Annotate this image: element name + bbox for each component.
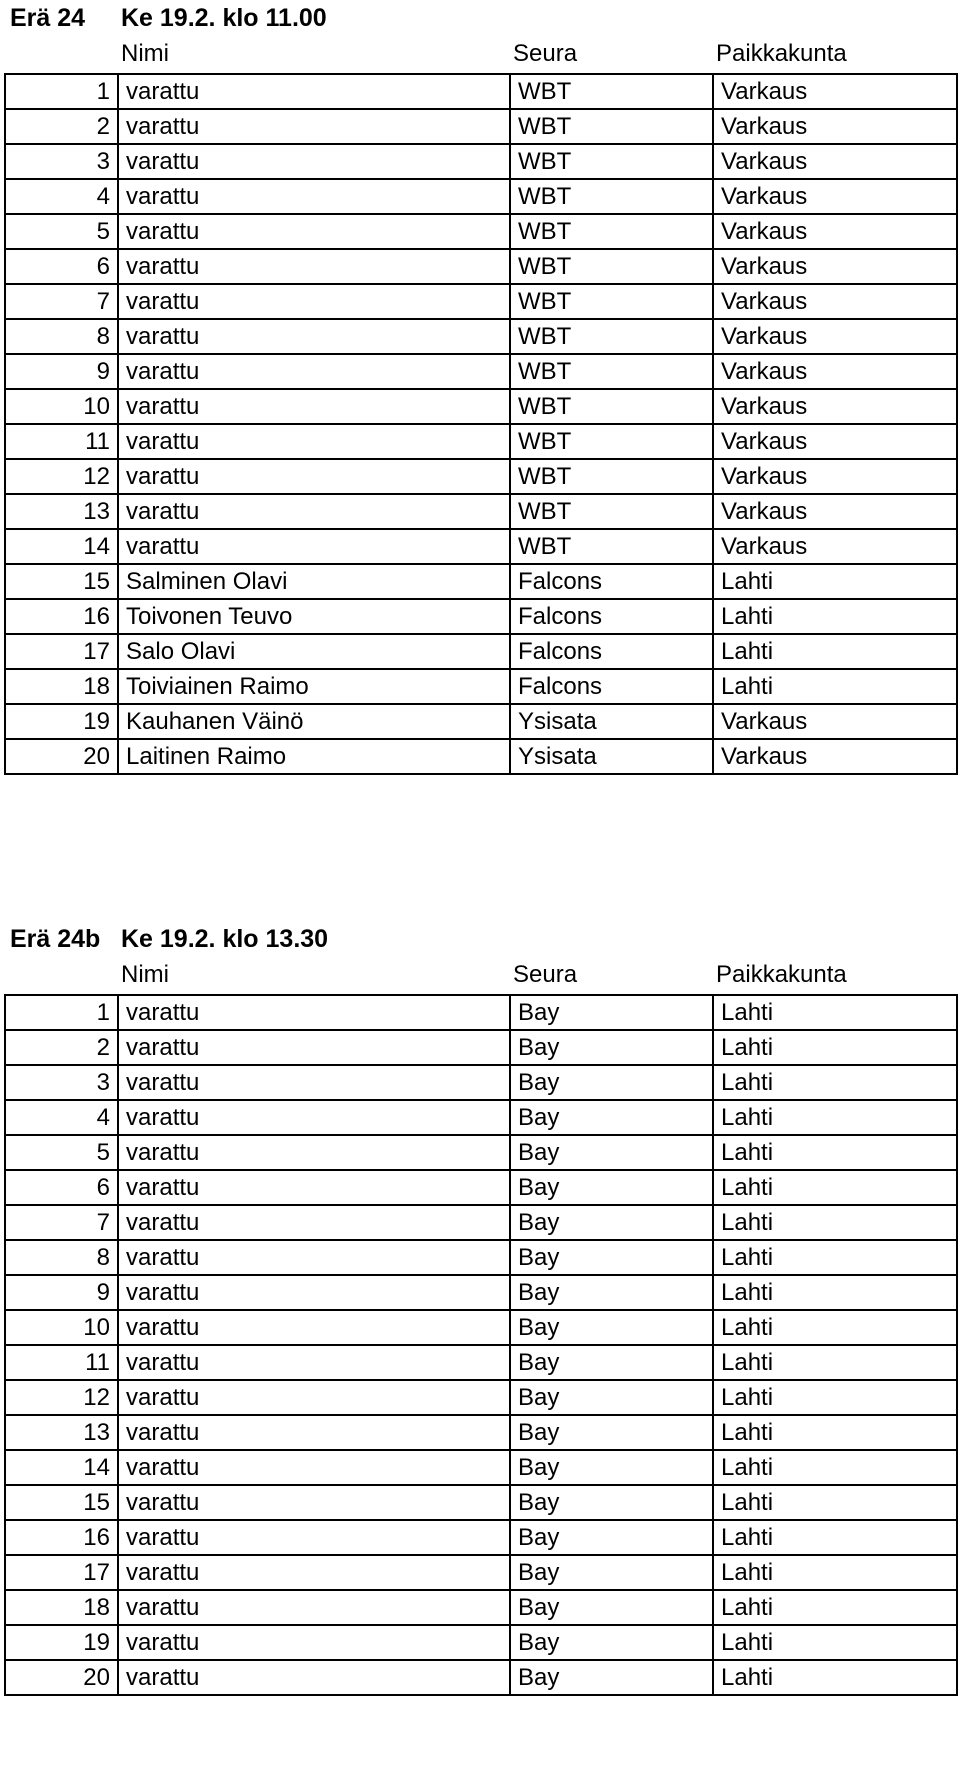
table-row <box>5 1135 957 1170</box>
cell-club: Falcons <box>510 564 713 599</box>
cell-city: Lahti <box>713 1100 957 1135</box>
cell-number: 18 <box>5 1590 118 1625</box>
cell-club: Bay <box>510 1030 713 1065</box>
cell-city: Lahti <box>713 1065 957 1100</box>
table-row <box>5 144 957 179</box>
table-row <box>5 494 957 529</box>
cell-name: Kauhanen Väinö <box>118 704 510 739</box>
table-row <box>5 354 957 389</box>
table-row <box>5 284 957 319</box>
cell-name: varattu <box>118 1240 510 1275</box>
cell-city: Lahti <box>713 1450 957 1485</box>
table-row <box>5 1625 957 1660</box>
cell-city: Varkaus <box>713 424 957 459</box>
cell-club: Bay <box>510 1520 713 1555</box>
cell-name: Salminen Olavi <box>118 564 510 599</box>
cell-number: 4 <box>5 179 118 214</box>
cell-name: varattu <box>118 995 510 1030</box>
cell-city: Lahti <box>713 1520 957 1555</box>
cell-name: varattu <box>118 1485 510 1520</box>
cell-club: Bay <box>510 1135 713 1170</box>
cell-number: 18 <box>5 669 118 704</box>
cell-city: Varkaus <box>713 214 957 249</box>
cell-city: Lahti <box>713 1555 957 1590</box>
heat-label: Erä 24 <box>10 4 86 32</box>
cell-number: 7 <box>5 1205 118 1240</box>
cell-number: 6 <box>5 1170 118 1205</box>
cell-club: Bay <box>510 1100 713 1135</box>
table-row <box>5 1065 957 1100</box>
cell-number: 8 <box>5 319 118 354</box>
cell-number: 7 <box>5 284 118 319</box>
cell-number: 10 <box>5 389 118 424</box>
cell-club: Bay <box>510 1170 713 1205</box>
cell-number: 20 <box>5 739 118 774</box>
cell-club: WBT <box>510 284 713 319</box>
cell-name: Toivonen Teuvo <box>118 599 510 634</box>
cell-city: Varkaus <box>713 319 957 354</box>
table-row <box>5 634 957 669</box>
cell-name: varattu <box>118 179 510 214</box>
table-row <box>5 319 957 354</box>
cell-city: Varkaus <box>713 249 957 284</box>
cell-club: WBT <box>510 494 713 529</box>
cell-club: Bay <box>510 1380 713 1415</box>
cell-number: 2 <box>5 1030 118 1065</box>
heat-section <box>4 0 956 775</box>
cell-name: varattu <box>118 1170 510 1205</box>
cell-name: varattu <box>118 1415 510 1450</box>
column-header-row <box>4 38 956 73</box>
heat-section <box>4 921 956 1696</box>
cell-club: Bay <box>510 1485 713 1520</box>
table-row <box>5 1555 957 1590</box>
heat-time: Ke 19.2. klo 13.30 <box>121 925 329 953</box>
cell-number: 15 <box>5 1485 118 1520</box>
cell-number: 6 <box>5 249 118 284</box>
cell-city: Lahti <box>713 1625 957 1660</box>
cell-name: varattu <box>118 459 510 494</box>
cell-name: varattu <box>118 1065 510 1100</box>
cell-city: Lahti <box>713 669 957 704</box>
table-row <box>5 1520 957 1555</box>
table-row <box>5 249 957 284</box>
cell-club: Bay <box>510 1345 713 1380</box>
cell-name: varattu <box>118 144 510 179</box>
cell-name: varattu <box>118 1205 510 1240</box>
cell-number: 1 <box>5 995 118 1030</box>
cell-city: Varkaus <box>713 74 957 109</box>
cell-club: Bay <box>510 1415 713 1450</box>
cell-number: 9 <box>5 1275 118 1310</box>
table-row <box>5 74 957 109</box>
cell-club: Bay <box>510 1450 713 1485</box>
cell-number: 10 <box>5 1310 118 1345</box>
cell-number: 5 <box>5 214 118 249</box>
cell-number: 3 <box>5 144 118 179</box>
table-row <box>5 179 957 214</box>
cell-name: varattu <box>118 424 510 459</box>
cell-number: 12 <box>5 459 118 494</box>
cell-name: varattu <box>118 1310 510 1345</box>
cell-name: varattu <box>118 1555 510 1590</box>
cell-city: Varkaus <box>713 739 957 774</box>
cell-city: Varkaus <box>713 529 957 564</box>
cell-club: WBT <box>510 354 713 389</box>
table-row <box>5 1205 957 1240</box>
cell-city: Lahti <box>713 1415 957 1450</box>
cell-number: 4 <box>5 1100 118 1135</box>
table-row <box>5 995 957 1030</box>
table-row <box>5 669 957 704</box>
table-row <box>5 424 957 459</box>
cell-name: Toiviainen Raimo <box>118 669 510 704</box>
table-row <box>5 599 957 634</box>
cell-city: Varkaus <box>713 109 957 144</box>
cell-name: varattu <box>118 529 510 564</box>
column-header-city: Paikkakunta <box>716 40 847 67</box>
cell-club: Falcons <box>510 599 713 634</box>
cell-club: Bay <box>510 1205 713 1240</box>
cell-city: Varkaus <box>713 459 957 494</box>
cell-city: Varkaus <box>713 354 957 389</box>
cell-number: 8 <box>5 1240 118 1275</box>
roster-table <box>4 994 958 1696</box>
cell-city: Lahti <box>713 599 957 634</box>
cell-number: 16 <box>5 1520 118 1555</box>
cell-city: Lahti <box>713 1345 957 1380</box>
cell-city: Lahti <box>713 1135 957 1170</box>
cell-name: varattu <box>118 1590 510 1625</box>
table-row <box>5 109 957 144</box>
cell-name: varattu <box>118 1275 510 1310</box>
roster-table <box>4 73 958 775</box>
cell-number: 13 <box>5 494 118 529</box>
table-row <box>5 1380 957 1415</box>
cell-name: varattu <box>118 389 510 424</box>
cell-number: 13 <box>5 1415 118 1450</box>
heat-header <box>4 921 956 959</box>
cell-number: 19 <box>5 704 118 739</box>
cell-name: Salo Olavi <box>118 634 510 669</box>
cell-number: 14 <box>5 529 118 564</box>
table-row <box>5 1170 957 1205</box>
cell-name: Laitinen Raimo <box>118 739 510 774</box>
cell-club: Bay <box>510 995 713 1030</box>
cell-city: Varkaus <box>713 284 957 319</box>
table-row <box>5 1415 957 1450</box>
cell-name: varattu <box>118 1030 510 1065</box>
cell-club: Falcons <box>510 669 713 704</box>
heat-header <box>4 0 956 38</box>
cell-city: Lahti <box>713 1380 957 1415</box>
cell-club: Bay <box>510 1310 713 1345</box>
cell-city: Lahti <box>713 995 957 1030</box>
cell-club: Bay <box>510 1240 713 1275</box>
table-row <box>5 389 957 424</box>
cell-name: varattu <box>118 1100 510 1135</box>
cell-city: Varkaus <box>713 494 957 529</box>
cell-city: Lahti <box>713 1275 957 1310</box>
heat-time: Ke 19.2. klo 11.00 <box>121 4 327 32</box>
cell-name: varattu <box>118 319 510 354</box>
cell-number: 5 <box>5 1135 118 1170</box>
cell-club: Ysisata <box>510 704 713 739</box>
cell-club: WBT <box>510 424 713 459</box>
cell-number: 1 <box>5 74 118 109</box>
cell-number: 20 <box>5 1660 118 1695</box>
table-row <box>5 564 957 599</box>
cell-name: varattu <box>118 284 510 319</box>
table-row <box>5 1660 957 1695</box>
cell-club: Falcons <box>510 634 713 669</box>
cell-name: varattu <box>118 354 510 389</box>
column-header-name: Nimi <box>121 40 169 67</box>
cell-number: 9 <box>5 354 118 389</box>
cell-club: WBT <box>510 319 713 354</box>
cell-name: varattu <box>118 74 510 109</box>
cell-number: 17 <box>5 634 118 669</box>
table-row <box>5 1240 957 1275</box>
column-header-name: Nimi <box>121 961 169 988</box>
cell-number: 12 <box>5 1380 118 1415</box>
table-row <box>5 1345 957 1380</box>
cell-club: WBT <box>510 109 713 144</box>
cell-city: Lahti <box>713 1485 957 1520</box>
table-row <box>5 1485 957 1520</box>
cell-number: 2 <box>5 109 118 144</box>
cell-club: WBT <box>510 459 713 494</box>
cell-number: 19 <box>5 1625 118 1660</box>
cell-club: WBT <box>510 389 713 424</box>
table-row <box>5 1100 957 1135</box>
cell-city: Lahti <box>713 1660 957 1695</box>
column-header-row <box>4 959 956 994</box>
cell-city: Lahti <box>713 1170 957 1205</box>
cell-city: Varkaus <box>713 179 957 214</box>
cell-club: WBT <box>510 144 713 179</box>
table-row <box>5 1275 957 1310</box>
cell-number: 14 <box>5 1450 118 1485</box>
cell-number: 16 <box>5 599 118 634</box>
cell-club: WBT <box>510 214 713 249</box>
cell-city: Lahti <box>713 634 957 669</box>
heat-label: Erä 24b <box>10 925 101 953</box>
table-row <box>5 529 957 564</box>
cell-club: Bay <box>510 1590 713 1625</box>
column-header-club: Seura <box>513 40 578 67</box>
cell-club: Bay <box>510 1660 713 1695</box>
cell-club: WBT <box>510 179 713 214</box>
cell-name: varattu <box>118 249 510 284</box>
cell-name: varattu <box>118 494 510 529</box>
cell-city: Varkaus <box>713 144 957 179</box>
cell-number: 15 <box>5 564 118 599</box>
cell-club: WBT <box>510 529 713 564</box>
cell-city: Lahti <box>713 1240 957 1275</box>
cell-club: Bay <box>510 1625 713 1660</box>
cell-city: Lahti <box>713 1030 957 1065</box>
cell-club: WBT <box>510 249 713 284</box>
table-row <box>5 1310 957 1345</box>
cell-number: 11 <box>5 424 118 459</box>
cell-name: varattu <box>118 1345 510 1380</box>
cell-club: Bay <box>510 1555 713 1590</box>
cell-club: WBT <box>510 74 713 109</box>
column-header-club: Seura <box>513 961 578 988</box>
cell-name: varattu <box>118 1625 510 1660</box>
cell-number: 3 <box>5 1065 118 1100</box>
table-row <box>5 214 957 249</box>
table-row <box>5 1030 957 1065</box>
cell-club: Bay <box>510 1065 713 1100</box>
cell-name: varattu <box>118 1520 510 1555</box>
table-row <box>5 739 957 774</box>
cell-name: varattu <box>118 109 510 144</box>
cell-city: Lahti <box>713 564 957 599</box>
cell-name: varattu <box>118 1450 510 1485</box>
column-header-city: Paikkakunta <box>716 961 847 988</box>
cell-city: Lahti <box>713 1590 957 1625</box>
cell-club: Bay <box>510 1275 713 1310</box>
cell-number: 17 <box>5 1555 118 1590</box>
table-row <box>5 459 957 494</box>
cell-city: Lahti <box>713 1205 957 1240</box>
cell-city: Varkaus <box>713 704 957 739</box>
cell-name: varattu <box>118 1135 510 1170</box>
cell-name: varattu <box>118 1660 510 1695</box>
cell-number: 11 <box>5 1345 118 1380</box>
cell-city: Varkaus <box>713 389 957 424</box>
cell-name: varattu <box>118 214 510 249</box>
table-row <box>5 704 957 739</box>
table-row <box>5 1590 957 1625</box>
cell-name: varattu <box>118 1380 510 1415</box>
cell-club: Ysisata <box>510 739 713 774</box>
table-row <box>5 1450 957 1485</box>
cell-city: Lahti <box>713 1310 957 1345</box>
